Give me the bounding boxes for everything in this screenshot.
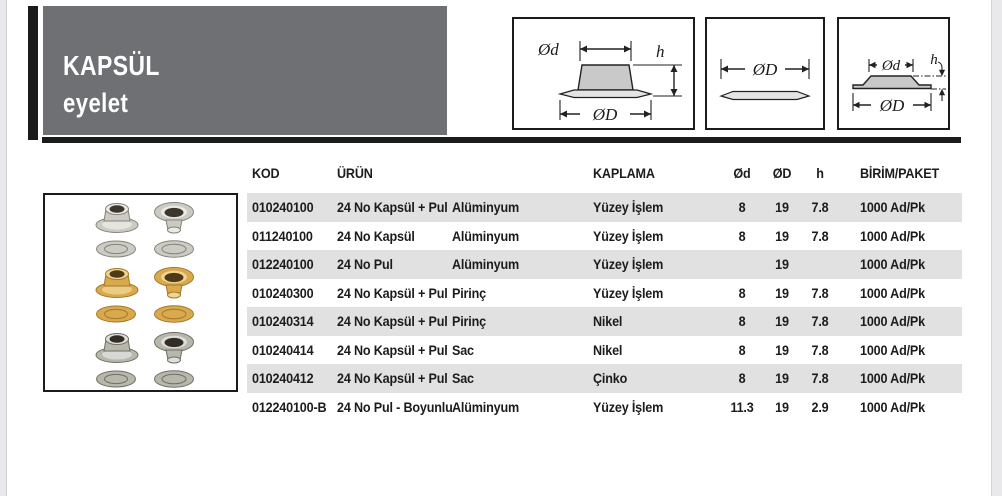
cell-malzeme: Alüminyum [452, 227, 519, 244]
cell-kod: 010240414 [252, 341, 314, 358]
cell-urun: 24 No Kapsül + Pul [337, 284, 448, 301]
dim-label-h: h [656, 42, 665, 61]
cell-h: 7.8 [811, 227, 829, 244]
cell-urun: 24 No Kapsül + Pul [337, 341, 448, 358]
table-body [247, 193, 962, 421]
diagram-neck-washer-side-view [837, 17, 950, 130]
cell-h: 7.8 [811, 199, 829, 216]
capsule-dimension-drawing [514, 19, 693, 128]
cell-od-big: 19 [775, 398, 789, 415]
cell-birim: 1000 Ad/Pk [860, 370, 925, 387]
cell-kaplama: Yüzey İşlem [593, 256, 664, 273]
eyelet-group-silver [96, 203, 194, 258]
cell-kod: 010240300 [252, 284, 314, 301]
cell-h [802, 250, 838, 279]
page-title: KAPSÜL [63, 50, 160, 81]
cell-od-big: 19 [775, 227, 789, 244]
cell-kod: 010240100 [252, 199, 314, 216]
cell-od-small: 8 [738, 199, 746, 216]
cell-od-big: 19 [775, 370, 789, 387]
cell-urun: 24 No Kapsül + Pul [337, 370, 448, 387]
table-row [247, 336, 962, 365]
dim-label-od-big: ØD [752, 60, 778, 79]
cell-od-big: 19 [775, 256, 789, 273]
page-subtitle: eyelet [63, 88, 129, 118]
cell-od-big: 19 [775, 341, 789, 358]
cell-birim: 1000 Ad/Pk [860, 256, 925, 273]
cell-malzeme: Pirinç [452, 284, 486, 301]
cell-h: 7.8 [811, 341, 829, 358]
cell-od-small: 8 [738, 313, 746, 330]
dim-label-od-small: Ød [881, 58, 901, 74]
cell-urun: 24 No Kapsül + Pul [337, 199, 448, 216]
header-underline [42, 137, 961, 143]
diagram-washer-side-view [705, 17, 825, 130]
table-row [247, 279, 962, 308]
cell-od-small: 8 [738, 341, 746, 358]
product-photo-frame [43, 193, 238, 392]
cell-h: 7.8 [811, 313, 829, 330]
eyelet-samples-image [45, 195, 236, 390]
cell-kod: 012240100 [252, 256, 314, 273]
eyelet-group-antique-silver [96, 333, 194, 388]
page-edge-left [0, 0, 7, 496]
cell-od-small: 11.3 [730, 398, 754, 415]
cell-urun: 24 No Kapsül [337, 227, 415, 244]
cell-h: 7.8 [811, 284, 829, 301]
table-row [247, 193, 962, 222]
cell-urun: 24 No Pul [337, 256, 393, 273]
cell-birim: 1000 Ad/Pk [860, 284, 925, 301]
cell-malzeme: Sac [452, 370, 474, 387]
cell-kod: 012240100-B [252, 398, 327, 415]
cell-kaplama: Çinko [593, 370, 628, 387]
page-header [43, 6, 447, 135]
col-header-kod: KOD [252, 165, 280, 181]
cell-kaplama: Yüzey İşlem [593, 284, 664, 301]
header-accent-bar [28, 6, 38, 140]
col-header-urun: ÜRÜN [337, 165, 373, 181]
cell-kaplama: Yüzey İşlem [593, 398, 664, 415]
cell-kaplama: Nikel [593, 341, 623, 358]
cell-urun: 24 No Kapsül + Pul [337, 313, 448, 330]
table-row [247, 393, 962, 422]
cell-od-small: 8 [738, 370, 746, 387]
col-header-od-small: Ød [733, 165, 751, 181]
cell-od-small: 8 [738, 227, 746, 244]
table-row [247, 222, 962, 251]
cell-urun: 24 No Pul - Boyunlu [337, 398, 453, 415]
col-header-h: h [816, 165, 824, 181]
dim-label-h: h [930, 52, 938, 68]
table-row [247, 364, 962, 393]
cell-malzeme: Sac [452, 341, 474, 358]
neck-washer-dimension-drawing [839, 19, 948, 128]
cell-od-big: 19 [775, 313, 789, 330]
cell-od-big: 19 [775, 199, 789, 216]
eyelet-group-brass [96, 268, 194, 323]
cell-birim: 1000 Ad/Pk [860, 313, 925, 330]
cell-od-big: 19 [775, 284, 789, 301]
cell-malzeme: Alüminyum [452, 256, 519, 273]
cell-od-small [724, 250, 760, 279]
table-row [247, 250, 962, 279]
cell-kod: 011240100 [252, 227, 313, 244]
diagram-capsule-side-view [512, 17, 695, 130]
cell-h: 2.9 [811, 398, 829, 415]
washer-dimension-drawing [707, 19, 823, 128]
col-header-od-big: ØD [772, 165, 792, 181]
dim-label-od-big: ØD [592, 105, 618, 124]
cell-kaplama: Yüzey İşlem [593, 199, 664, 216]
dim-label-od-small: Ød [538, 40, 559, 59]
col-header-kaplama: KAPLAMA [593, 165, 655, 181]
cell-kod: 010240314 [252, 313, 314, 330]
cell-h: 7.8 [811, 370, 829, 387]
table-header [247, 158, 962, 188]
dim-label-od-big: ØD [879, 96, 905, 115]
cell-kaplama: Yüzey İşlem [593, 227, 664, 244]
cell-birim: 1000 Ad/Pk [860, 398, 925, 415]
cell-birim: 1000 Ad/Pk [860, 341, 925, 358]
cell-kod: 010240412 [252, 370, 314, 387]
cell-malzeme: Alüminyum [452, 199, 519, 216]
col-header-birim-paket: BİRİM/PAKET [860, 165, 939, 181]
cell-malzeme: Alüminyum [452, 398, 519, 415]
cell-birim: 1000 Ad/Pk [860, 199, 925, 216]
cell-malzeme: Pirinç [452, 313, 486, 330]
table-row [247, 307, 962, 336]
cell-od-small: 8 [738, 284, 746, 301]
cell-birim: 1000 Ad/Pk [860, 227, 925, 244]
page-edge-right [991, 0, 1002, 496]
cell-kaplama: Nikel [593, 313, 623, 330]
